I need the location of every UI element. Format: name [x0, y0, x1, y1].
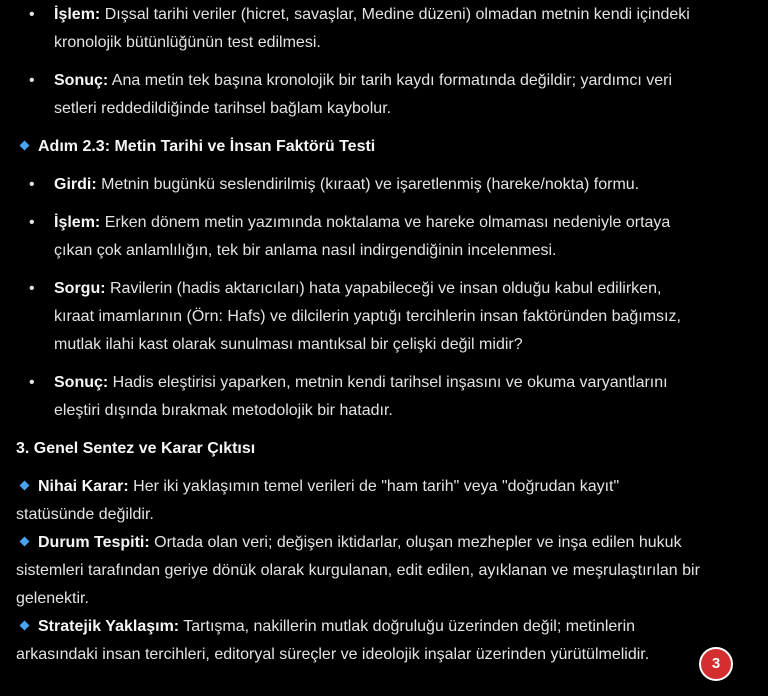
summary-paragraph: [16, 529, 700, 613]
blue-diamond-icon: [20, 481, 30, 491]
item-label: Sonuç:: [54, 72, 109, 89]
paragraph-label: Durum Tespiti:: [38, 534, 150, 551]
list-item: [16, 209, 700, 265]
list-item: [16, 275, 700, 359]
bullet-list-step-2-2: [16, 1, 700, 123]
summary-paragraph: [16, 473, 700, 529]
item-text: Dışsal tarihi veriler (hicret, savaşlar, Medine düzeni) olmadan metnin kendi içindeki kronolojik bütünlüğünün test edilmesi.: [54, 6, 690, 51]
item-text: Ana metin tek başına kronolojik bir tarih kaydı formatında değildir; yardımcı veri setleri reddedildiğinde tarihsel bağlam kaybolur.: [54, 72, 673, 117]
notification-count-badge[interactable]: 3: [699, 647, 733, 681]
item-text: Metnin bugünkü seslendirilmiş (kıraat) ve işaretlenmiş (hareke/nokta) formu.: [96, 176, 640, 193]
list-item: [16, 171, 700, 199]
section-heading: 3. Genel Sentez ve Karar Çıktısı: [16, 440, 256, 457]
paragraph-label: Stratejik Yaklaşım:: [38, 618, 180, 635]
item-text: Hadis eleştirisi yaparken, metnin kendi tarihsel inşasını ve okuma varyantlarını eleştiri dışında bırakmak metodolojik bir hatadır.: [54, 374, 668, 419]
item-label: Sonuç:: [54, 374, 109, 391]
blue-diamond-icon: [20, 621, 30, 631]
blue-diamond-icon: [20, 537, 30, 547]
list-item: [16, 369, 700, 425]
list-item: [16, 67, 700, 123]
blue-diamond-icon: [20, 141, 30, 151]
item-text: Erken dönem metin yazımında noktalama ve hareke olmaması nedeniyle ortaya çıkan çok anlamlılığın, tek bir anlama nasıl indirgendiğinin incelenmesi.: [54, 214, 671, 259]
item-label: İşlem:: [54, 214, 101, 231]
response-content: [16, 1, 700, 669]
item-label: Sorgu:: [54, 280, 106, 297]
item-label: İşlem:: [54, 6, 101, 23]
list-item: [16, 1, 700, 57]
paragraph-text: Her iki yaklaşımın temel verileri de "ham tarih" veya "doğrudan kayıt" statüsünde değildir.: [16, 478, 620, 523]
summary-paragraph: [16, 613, 700, 669]
paragraph-text: Ortada olan veri; değişen iktidarlar, oluşan mezhepler ve inşa edilen hukuk sistemleri tarafından geriye dönük olarak kurgulanan, edit edilen, ayıklanan ve meşrulaştırılan bir gelenektir.: [16, 534, 700, 607]
paragraph-text: Tartışma, nakillerin mutlak doğruluğu üzerinden değil; metinlerin arkasındaki insan tercihleri, editoryal süreçler ve ideolojik inşalar üzerinden yürütülmelidir.: [16, 618, 650, 663]
bullet-list-step-2-3: [16, 171, 700, 425]
step-heading-text: Adım 2.3: Metin Tarihi ve İnsan Faktörü Testi: [38, 138, 376, 155]
item-label: Girdi:: [54, 176, 97, 193]
item-text: Ravilerin (hadis aktarıcıları) hata yapabileceği ve insan olduğu kabul edilirken, kıraat imamlarının (Örn: Hafs) ve dilcilerin yaptığı tercihlerin insan faktöründen bağımsız, mutlak ilahi kast olarak sunulması mantıksal bir çelişki değil midir?: [54, 280, 681, 353]
step-heading: [16, 133, 700, 161]
paragraph-label: Nihai Karar:: [38, 478, 129, 495]
